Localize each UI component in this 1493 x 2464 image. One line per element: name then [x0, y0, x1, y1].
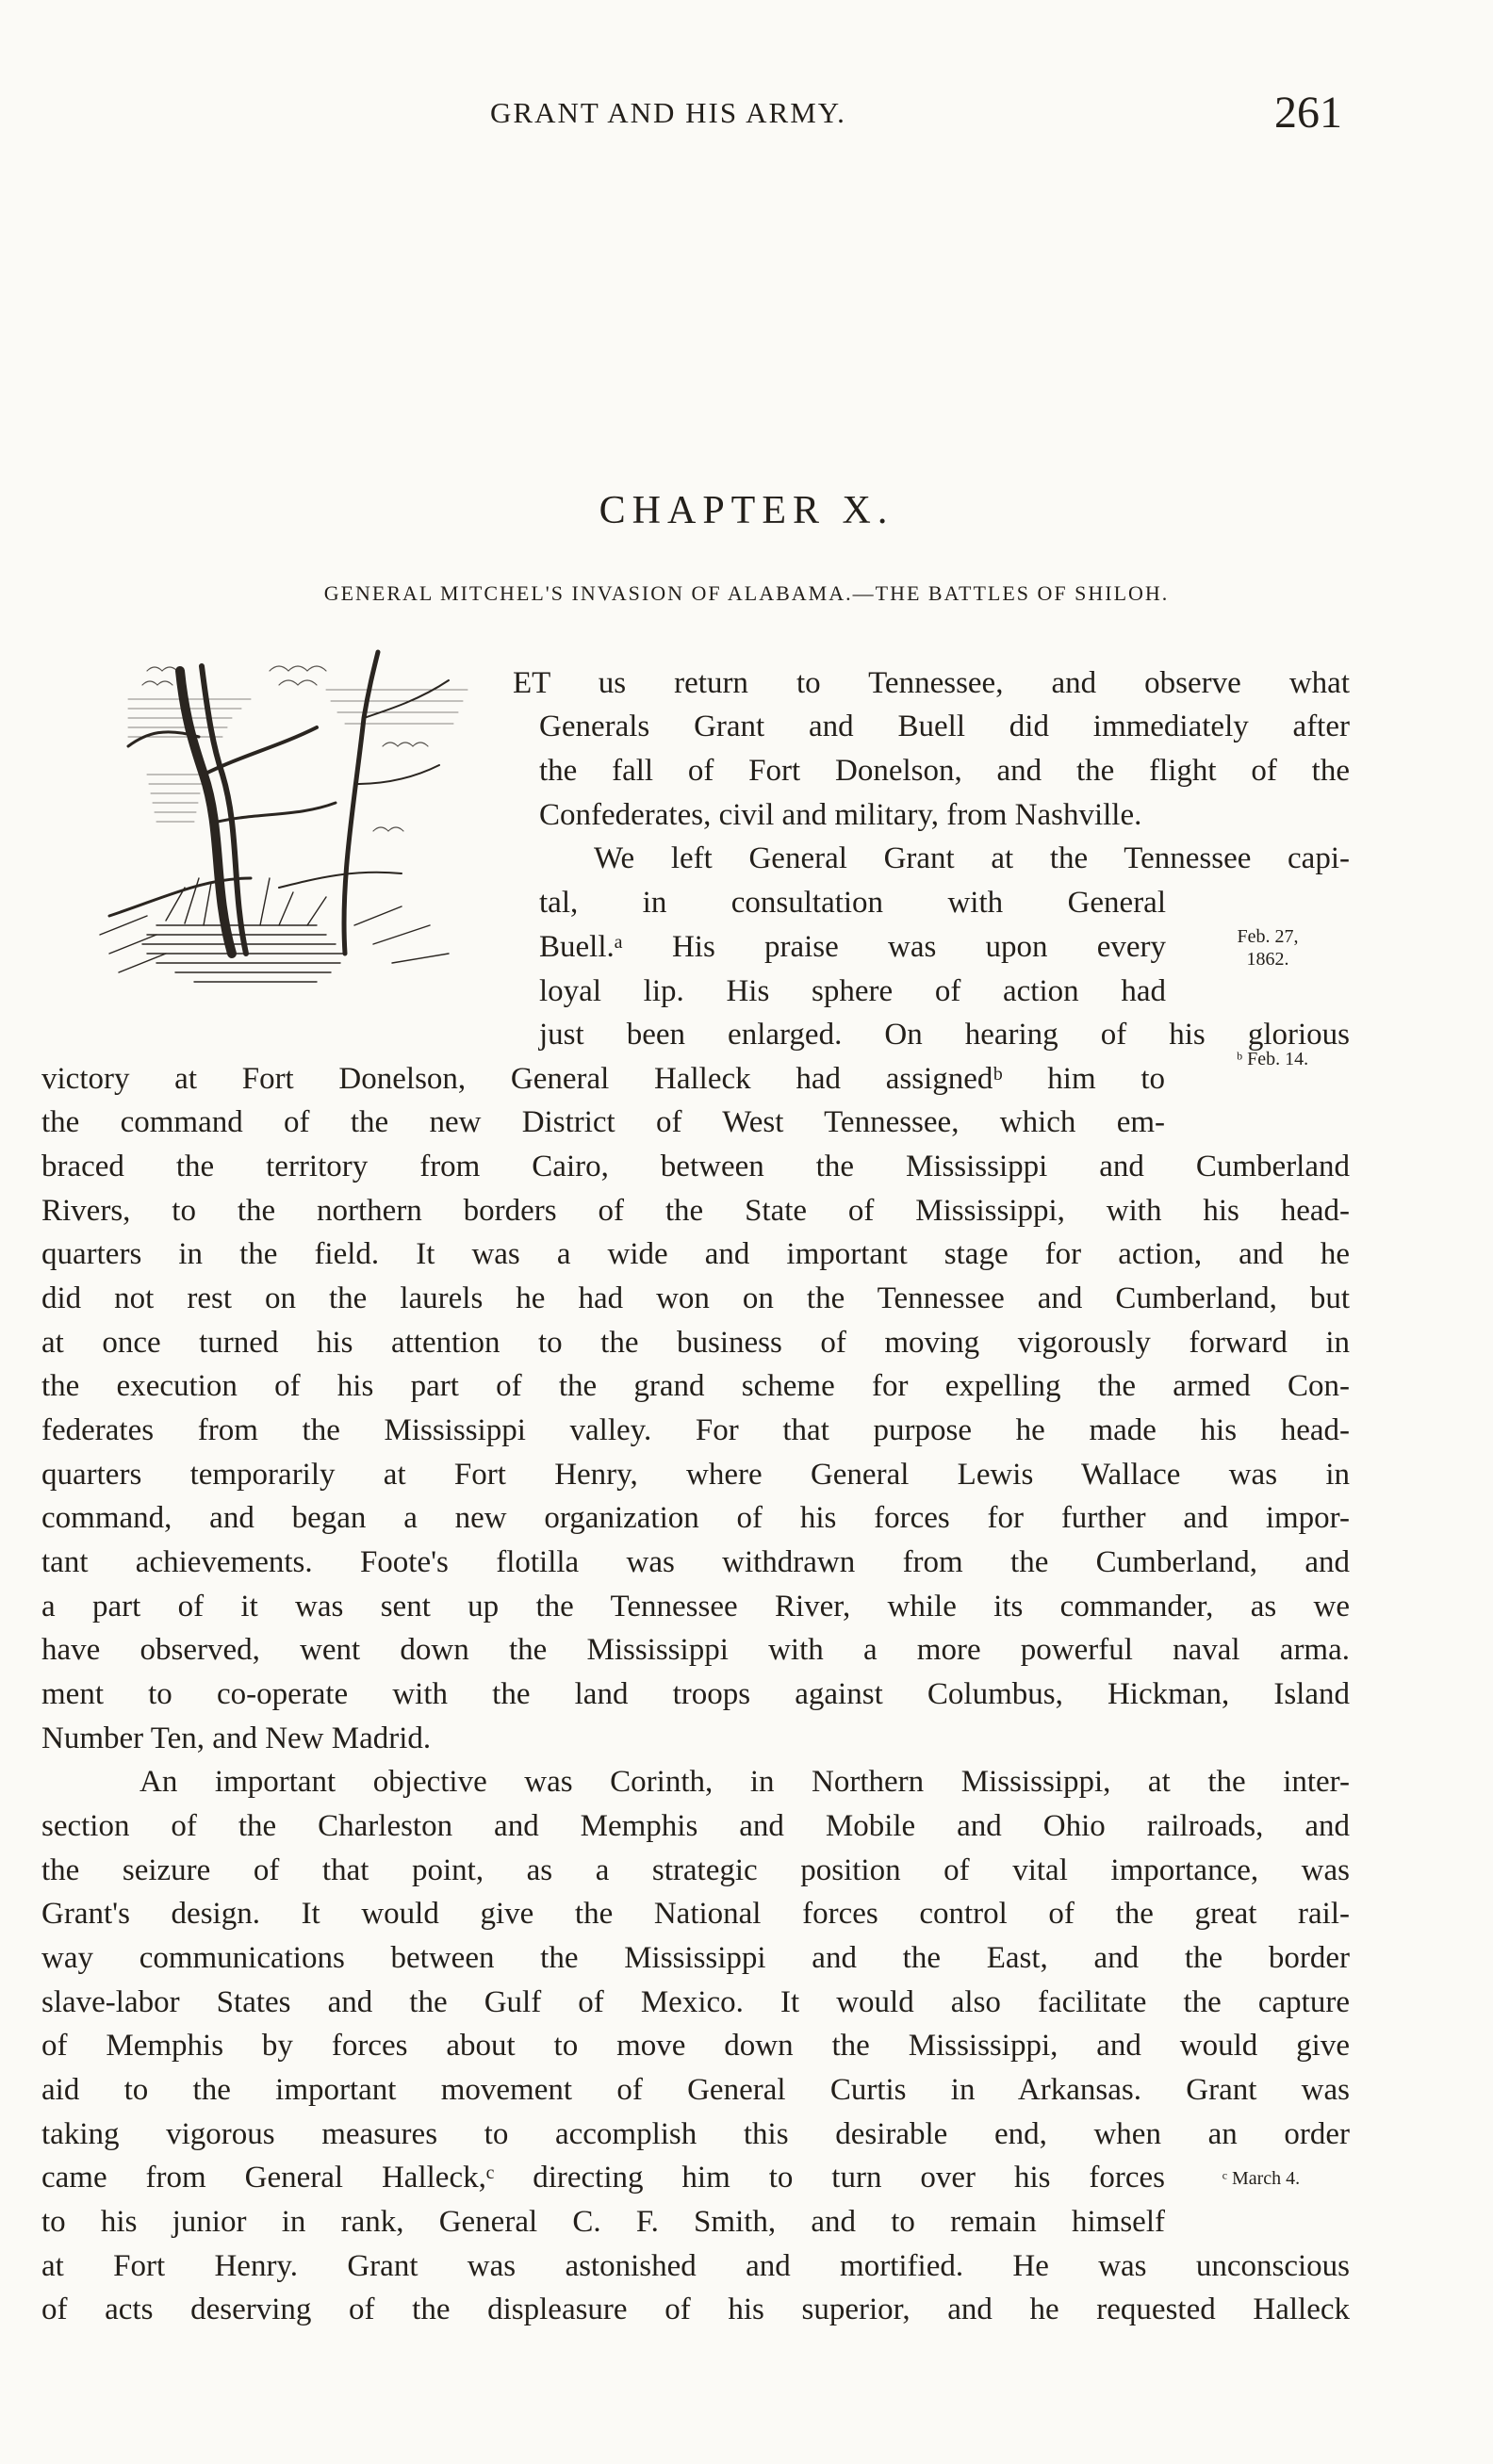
margin-note-b: ᵇ Feb. 14. [1236, 1049, 1309, 1069]
page-number: 261 [1274, 88, 1342, 138]
text-line: ET us return to Tennessee, and observe what [513, 666, 1350, 700]
running-title: GRANT AND HIS ARMY. [490, 96, 846, 129]
margin-note-a [1216, 925, 1320, 971]
text-line: at Fort Henry. Grant was astonished and mortified. He was unconscious [41, 2249, 1350, 2283]
text-line: tant achievements. Foote's flotilla was withdrawn from the Cumberland, and [41, 1545, 1350, 1579]
text-line: the execution of his part of the grand scheme for expelling the armed Con- [41, 1369, 1350, 1403]
text-line: braced the territory from Cairo, between the Mississippi and Cumberland [41, 1150, 1350, 1183]
margin-note-a-line2: 1862. [1246, 949, 1289, 970]
text-line: the command of the new District of West Tennessee, which em- [41, 1105, 1165, 1139]
margin-note-c: ᶜ March 4. [1222, 2168, 1301, 2189]
text-line: came from General Halleck,ᶜ directing him to turn over his forces [41, 2161, 1165, 2195]
text-line: Generals Grant and Buell did immediately after [539, 710, 1350, 743]
text-line: Grant's design. It would give the National forces control of the great rail- [41, 1897, 1350, 1931]
text-line: quarters temporarily at Fort Henry, where General Lewis Wallace was in [41, 1458, 1350, 1492]
text-line: did not rest on the laurels he had won on the Tennessee and Cumberland, but [41, 1281, 1350, 1315]
text-line: the fall of Fort Donelson, and the flight of the [539, 754, 1350, 788]
text-line: slave-labor States and the Gulf of Mexico. It would also facilitate the capture [41, 1985, 1350, 2019]
text-line: a part of it was sent up the Tennessee River, while its commander, as we [41, 1590, 1350, 1624]
text-line: the seizure of that point, as a strategic position of vital importance, was [41, 1853, 1350, 1887]
text-line: of acts deserving of the displeasure of his superior, and he requested Halleck [41, 2293, 1350, 2326]
text-line: quarters in the field. It was a wide and important stage for action, and he [41, 1237, 1350, 1271]
text-line: victory at Fort Donelson, General Halleck had assignedᵇ him to [41, 1062, 1165, 1096]
margin-note-a-line1: Feb. 27, [1237, 926, 1299, 947]
text-line: section of the Charleston and Memphis and Mobile and Ohio railroads, and [41, 1809, 1350, 1843]
text-line: at once turned his attention to the business of moving vigorously forward in [41, 1326, 1350, 1360]
text-line: aid to the important movement of General Curtis in Arkansas. Grant was [41, 2073, 1350, 2107]
text-line: Rivers, to the northern borders of the State of Mississippi, with his head- [41, 1194, 1350, 1228]
text-line: Buell.ᵃ His praise was upon every [539, 930, 1166, 964]
text-line: just been enlarged. On hearing of his glorious [539, 1018, 1350, 1052]
text-line: tal, in consultation with General [539, 886, 1166, 920]
chapter-subtitle: GENERAL MITCHEL'S INVASION OF ALABAMA.—THE BATTLES OF SHILOH. [323, 581, 1170, 605]
text-line: ment to co-operate with the land troops against Columbus, Hickman, Island [41, 1677, 1350, 1711]
text-line: way communications between the Mississippi and the East, and the border [41, 1941, 1350, 1975]
text-line: taking vigorous measures to accomplish this desirable end, when an order [41, 2117, 1350, 2151]
text-line: command, and began a new organization of his forces for further and impor- [41, 1501, 1350, 1535]
running-head [0, 87, 1493, 143]
text-line: Number Ten, and New Madrid. [41, 1722, 432, 1755]
text-line: We left General Grant at the Tennessee capi- [594, 841, 1350, 875]
text-line: An important objective was Corinth, in Northern Mississippi, at the inter- [139, 1765, 1350, 1799]
text-line: have observed, went down the Mississippi with a more powerful naval arma. [41, 1633, 1350, 1667]
chapter-title: CHAPTER X. [599, 489, 894, 532]
text-line: federates from the Mississippi valley. For that purpose he made his head- [41, 1413, 1350, 1447]
tree-engraving-icon [90, 643, 486, 1020]
text-line: Confederates, civil and military, from Nashville. [539, 798, 1142, 832]
text-line: of Memphis by forces about to move down the Mississippi, and would give [41, 2029, 1350, 2063]
text-line: loyal lip. His sphere of action had [539, 974, 1166, 1008]
text-line: to his junior in rank, General C. F. Smith, and to remain himself [41, 2205, 1165, 2239]
